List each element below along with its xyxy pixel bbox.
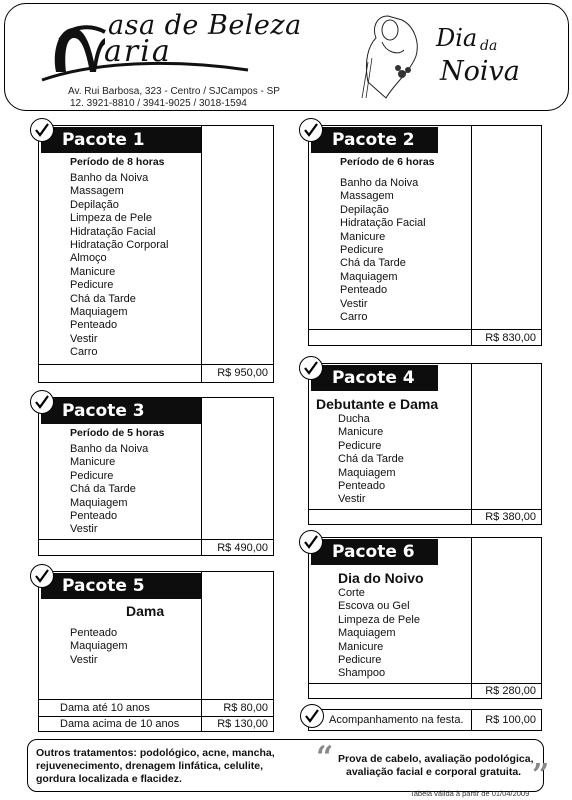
list-item: Maquiagem bbox=[338, 627, 396, 640]
package-5-title: Pacote 5 bbox=[41, 573, 201, 599]
list-item: Limpeza de Pele bbox=[338, 613, 420, 626]
package-2-items bbox=[340, 177, 426, 324]
checkmark-icon bbox=[299, 356, 323, 380]
package-5-row-1-label: Dama até 10 anos bbox=[60, 702, 150, 714]
other-treatments-text: Outros tratamentos: podológico, acne, mancha, rejuvenecimento, drenagem linfática, celulite, gordura localizada e flacidez. bbox=[36, 747, 275, 785]
list-item: Penteado bbox=[340, 284, 388, 297]
list-item: Manicure bbox=[338, 640, 384, 653]
list-item: Hidratação Facial bbox=[70, 225, 156, 238]
package-2-period: Período de 6 horas bbox=[340, 156, 435, 168]
list-item: Maquiagem bbox=[70, 640, 128, 653]
list-item: Penteado bbox=[70, 319, 118, 332]
list-item: Pedicure bbox=[338, 439, 382, 452]
package-5-row-2-price: R$ 130,00 bbox=[217, 718, 268, 730]
logo-text-line2: aria bbox=[104, 34, 172, 69]
logo-text-line1: asa de Beleza bbox=[108, 10, 302, 41]
phones-text: 12. 3921-8810 / 3941-9025 / 3018-1594 bbox=[70, 98, 247, 109]
list-item: Maquiagem bbox=[70, 496, 128, 509]
checkmark-icon bbox=[30, 564, 54, 588]
package-1-items bbox=[70, 172, 168, 360]
accompaniment-price: R$ 100,00 bbox=[485, 714, 536, 726]
package-5-items bbox=[70, 627, 127, 667]
package-5-subtitle: Dama bbox=[126, 603, 165, 619]
package-1-price: R$ 950,00 bbox=[217, 367, 268, 379]
list-item: Escova ou Gel bbox=[338, 600, 410, 613]
package-5-row-1-price: R$ 80,00 bbox=[223, 702, 268, 714]
bride-icon bbox=[358, 12, 428, 100]
package-4-subtitle: Debutante e Dama bbox=[316, 396, 439, 412]
package-4-title: Pacote 4 bbox=[311, 365, 438, 391]
list-item: Manicure bbox=[340, 230, 386, 243]
checkmark-icon bbox=[299, 530, 323, 554]
package-6-subtitle: Dia do Noivo bbox=[338, 570, 424, 586]
list-item: Chá da Tarde bbox=[338, 453, 404, 466]
list-item: Manicure bbox=[70, 265, 116, 278]
event-title-dia: Dia bbox=[436, 24, 478, 52]
logo-swoosh-icon bbox=[40, 58, 250, 84]
list-item: Banho da Noiva bbox=[70, 443, 149, 455]
package-6-price: R$ 280,00 bbox=[485, 685, 536, 697]
list-item: Banho da Noiva bbox=[340, 177, 419, 189]
package-3-title: Pacote 3 bbox=[41, 398, 201, 424]
list-item: Chá da Tarde bbox=[340, 257, 406, 270]
package-6-items bbox=[338, 587, 420, 681]
list-item: Hidratação Corporal bbox=[70, 239, 169, 252]
list-item: Vestir bbox=[70, 332, 98, 345]
list-item: Penteado bbox=[338, 480, 386, 493]
list-item: Depilação bbox=[340, 203, 389, 216]
list-item: Shampoo bbox=[338, 667, 386, 680]
address-text: Av. Rui Barbosa, 323 - Centro / SJCampos - SP bbox=[68, 86, 280, 97]
package-6-title: Pacote 6 bbox=[311, 539, 438, 565]
list-item: Manicure bbox=[338, 426, 384, 439]
checkmark-icon bbox=[300, 704, 324, 728]
list-item: Carro bbox=[340, 311, 368, 324]
package-4-items bbox=[338, 413, 404, 507]
list-item: Vestir bbox=[70, 523, 98, 536]
package-5-row-2-label: Dama acima de 10 anos bbox=[60, 718, 180, 730]
list-item: Chá da Tarde bbox=[70, 292, 136, 305]
accompaniment-label: Acompanhamento na festa. bbox=[329, 714, 464, 726]
list-item: Corte bbox=[338, 587, 365, 599]
list-item: Pedicure bbox=[70, 469, 114, 482]
list-item: Manicure bbox=[70, 456, 116, 469]
list-item: Ducha bbox=[338, 413, 370, 425]
list-item: Depilação bbox=[70, 198, 119, 211]
package-3-price: R$ 490,00 bbox=[217, 542, 268, 554]
package-1-period: Período de 8 horas bbox=[70, 156, 165, 168]
package-4-price: R$ 380,00 bbox=[485, 511, 536, 523]
package-3-items bbox=[70, 443, 148, 537]
event-title-da: da bbox=[480, 38, 498, 54]
package-2-title: Pacote 2 bbox=[311, 127, 438, 153]
list-item: Pedicure bbox=[338, 654, 382, 667]
package-1-title: Pacote 1 bbox=[41, 127, 201, 153]
close-quote-icon: ” bbox=[532, 758, 550, 793]
package-3-period: Período de 5 horas bbox=[70, 427, 165, 439]
list-item: Penteado bbox=[70, 627, 118, 639]
validity-note: Tabela válida à partir de 01/04/2009 bbox=[410, 789, 530, 798]
checkmark-icon bbox=[30, 118, 54, 142]
list-item: Banho da Noiva bbox=[70, 172, 149, 184]
list-item: Massagem bbox=[70, 185, 124, 198]
list-item: Vestir bbox=[340, 297, 368, 310]
list-item: Pedicure bbox=[340, 244, 384, 257]
free-services-line-2: avaliação facial e corporal gratuita. bbox=[346, 766, 522, 778]
list-item: Almoço bbox=[70, 252, 107, 265]
list-item: Carro bbox=[70, 346, 98, 359]
list-item: Penteado bbox=[70, 510, 118, 523]
free-services-line-1: Prova de cabelo, avaliação podológica, bbox=[338, 753, 534, 765]
checkmark-icon bbox=[299, 118, 323, 142]
event-title-noiva: Noiva bbox=[440, 56, 520, 87]
list-item: Limpeza de Pele bbox=[70, 212, 152, 225]
list-item: Maquiagem bbox=[338, 466, 396, 479]
list-item: Vestir bbox=[338, 493, 366, 506]
package-2-price: R$ 830,00 bbox=[485, 332, 536, 344]
list-item: Maquiagem bbox=[70, 306, 128, 319]
checkmark-icon bbox=[30, 390, 54, 414]
open-quote-icon: “ bbox=[316, 740, 334, 775]
list-item: Pedicure bbox=[70, 279, 114, 292]
list-item: Vestir bbox=[70, 653, 98, 666]
list-item: Massagem bbox=[340, 190, 394, 203]
list-item: Chá da Tarde bbox=[70, 483, 136, 496]
list-item: Maquiagem bbox=[340, 270, 398, 283]
list-item: Hidratação Facial bbox=[340, 217, 426, 230]
